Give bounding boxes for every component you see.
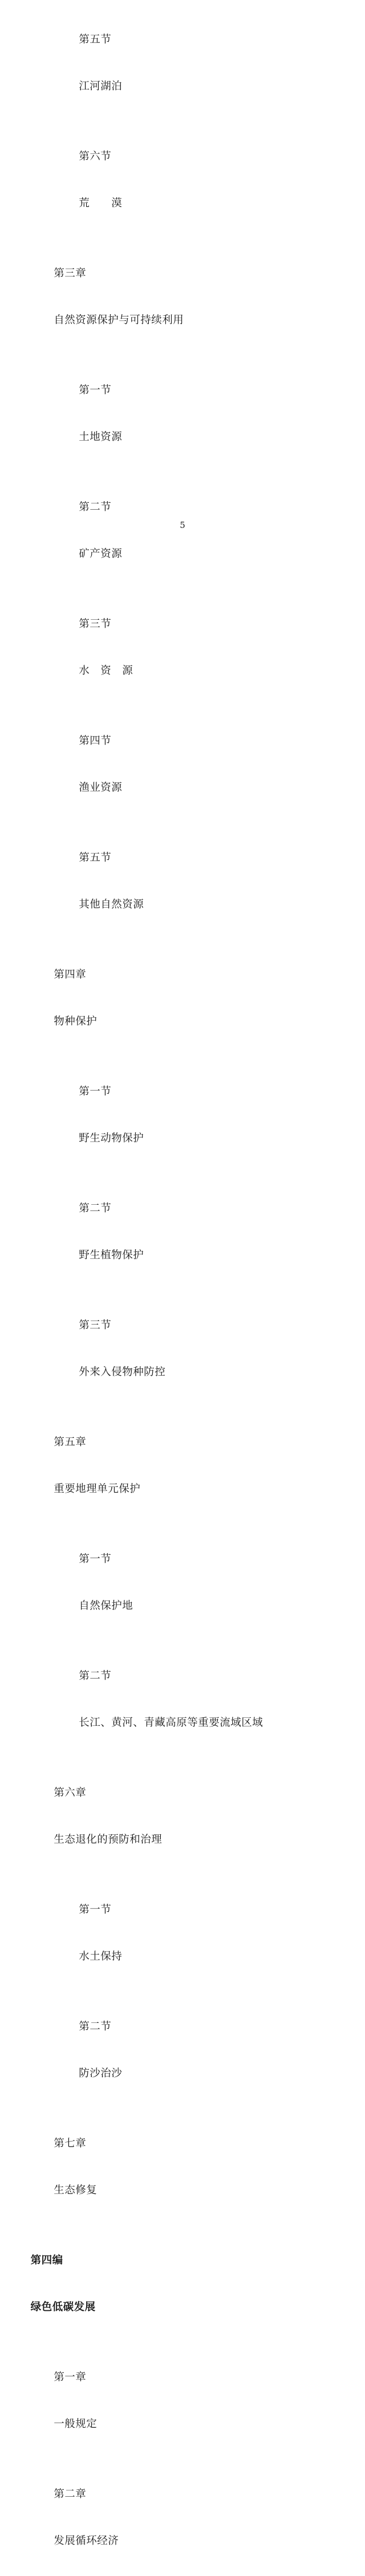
toc-entry xyxy=(0,706,365,823)
toc-entry-title: 发展循环经济 xyxy=(54,2535,119,2547)
toc-entry-label: 第五节 xyxy=(79,852,112,864)
toc-entry-title: 野生动物保护 xyxy=(79,1132,144,1144)
toc-entry xyxy=(0,589,365,706)
toc-entry xyxy=(0,2225,365,2342)
toc-entry-title: 荒 漠 xyxy=(79,197,123,209)
toc-entry-label: 第二节 xyxy=(79,501,112,513)
toc-entry-label: 第一节 xyxy=(79,1553,112,1565)
toc-entry-label: 第三节 xyxy=(79,618,112,630)
page-number: 5 xyxy=(180,520,185,530)
toc-entry-label: 第六章 xyxy=(54,1787,87,1799)
toc-entry-label: 第五节 xyxy=(79,34,112,46)
toc-entry xyxy=(0,1524,365,1641)
toc-entry-title: 防沙治沙 xyxy=(79,2067,123,2079)
toc-entry-label: 第二章 xyxy=(54,2488,87,2500)
toc-entry-label: 第六节 xyxy=(79,151,112,162)
toc-entry-label: 第三章 xyxy=(54,267,87,279)
toc-entry-label: 第一章 xyxy=(54,2371,87,2383)
toc-entry xyxy=(0,355,365,472)
toc-entry-title: 生态修复 xyxy=(54,2184,98,2196)
toc-entry xyxy=(0,1875,365,1992)
toc-entry-label: 第二节 xyxy=(79,2021,112,2033)
toc-entry xyxy=(0,940,365,1057)
toc-entry-title: 绿色低碳发展 xyxy=(30,2301,96,2313)
toc-entry-title: 一般规定 xyxy=(54,2418,98,2430)
toc-entry-label: 第四节 xyxy=(79,735,112,747)
toc-entry-title: 物种保护 xyxy=(54,1015,98,1027)
toc-entry-label: 第三节 xyxy=(79,1319,112,1331)
toc-entry xyxy=(0,472,365,589)
toc-entry xyxy=(0,1641,365,1758)
toc-entry-title: 重要地理单元保护 xyxy=(54,1483,141,1495)
toc-entry-title: 其他自然资源 xyxy=(79,899,144,911)
toc-entry-title: 生态退化的预防和治理 xyxy=(54,1834,163,1846)
toc-entry-title: 土地资源 xyxy=(79,431,123,443)
toc-entry xyxy=(0,1173,365,1290)
toc-entry xyxy=(0,1758,365,1875)
toc-entry-label: 第二节 xyxy=(79,1670,112,1682)
toc-entry-label: 第四章 xyxy=(54,969,87,981)
toc-entry-title: 野生植物保护 xyxy=(79,1249,144,1261)
toc-entry-label: 第七章 xyxy=(54,2138,87,2150)
toc-entry-title: 水 资 源 xyxy=(79,665,133,677)
toc-entry-title: 水土保持 xyxy=(79,1951,123,1963)
toc-entry xyxy=(0,238,365,355)
toc-entry xyxy=(0,2342,365,2459)
toc-entry-title: 长江、黄河、青藏高原等重要流域区域 xyxy=(79,1717,263,1729)
toc-entry xyxy=(0,1407,365,1524)
toc-entry xyxy=(0,1290,365,1407)
toc-entry xyxy=(0,1992,365,2108)
toc-entry-label: 第二节 xyxy=(79,1202,112,1214)
toc-entry xyxy=(0,823,365,940)
toc-entry xyxy=(0,121,365,238)
toc-entry-label: 第一节 xyxy=(79,1086,112,1098)
toc-entry-title: 渔业资源 xyxy=(79,782,123,794)
toc-entry xyxy=(0,1057,365,1173)
toc-entry-title: 矿产资源 xyxy=(79,548,123,560)
toc-entry-title: 自然资源保护与可持续利用 xyxy=(54,314,184,326)
toc-entry-title: 自然保护地 xyxy=(79,1600,133,1612)
toc-entry xyxy=(0,2108,365,2225)
toc-entry-label: 第五章 xyxy=(54,1436,87,1448)
toc-entry-title: 江河湖泊 xyxy=(79,80,123,92)
toc-entry xyxy=(0,5,365,121)
toc-entry xyxy=(0,2459,365,2576)
toc-entry-label: 第一节 xyxy=(79,384,112,396)
toc-entry-label: 第四编 xyxy=(30,2254,63,2266)
toc-entry-title: 外来入侵物种防控 xyxy=(79,1366,166,1378)
toc-entry-label: 第一节 xyxy=(79,1904,112,1916)
